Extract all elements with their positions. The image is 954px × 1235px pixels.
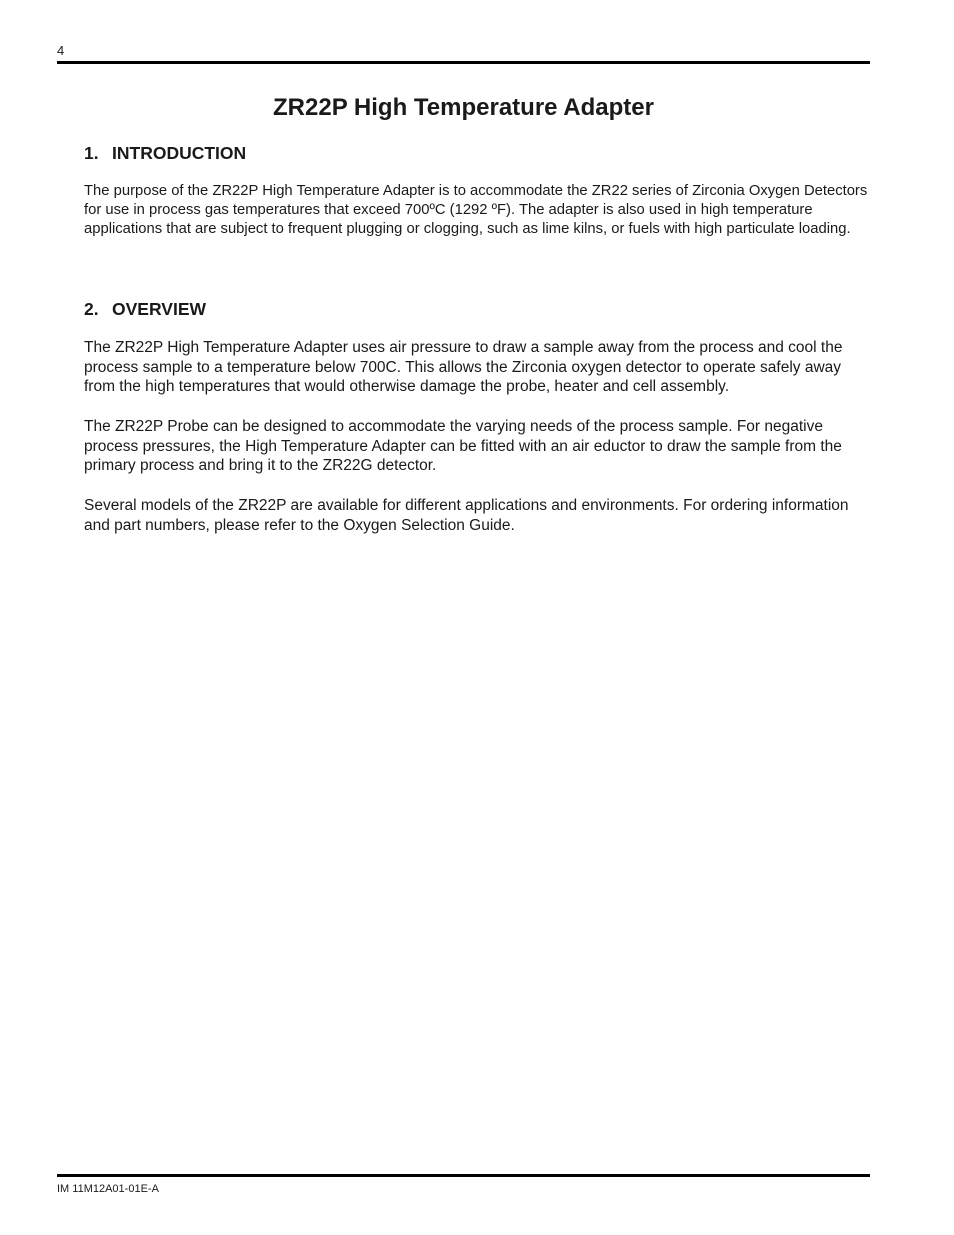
footer-rule (57, 1174, 870, 1177)
section-number: 2. (84, 299, 99, 319)
section-title: OVERVIEW (112, 299, 207, 319)
overview-paragraph-2: The ZR22P Probe can be designed to accommodate the varying needs of the process sample. For negative process pressures, the High Temperature Adapter can be fitted with an air eductor to draw the sample from the primary process and bring it to the ZR22G detector. (84, 418, 842, 474)
section-heading-introduction (84, 142, 246, 164)
page-title: ZR22P High Temperature Adapter (273, 94, 654, 121)
introduction-paragraph: The purpose of the ZR22P High Temperature Adapter is to accommodate the ZR22 series of Zirconia Oxygen Detectors for use in process gas temperatures that exceed 700ºC (1292 ºF). The adapter is also used in high temperature applications that are subject to frequent plugging or clogging, such as lime kilns, or fuels with high particulate loading. (84, 183, 868, 237)
section-heading-overview (84, 298, 206, 320)
overview-paragraph-1: The ZR22P High Temperature Adapter uses air pressure to draw a sample away from the process and cool the process sample to a temperature below 700C. This allows the Zirconia oxygen detector to operate safely away from the high temperatures that would otherwise damage the probe, heater and cell assembly. (84, 339, 843, 395)
page-number: 4 (57, 43, 65, 58)
overview-paragraph-3: Several models of the ZR22P are available for different applications and environments. For ordering information and part numbers, please refer to the Oxygen Selection Guide. (84, 497, 849, 534)
section-number: 1. (84, 143, 99, 163)
section-title: INTRODUCTION (112, 143, 247, 163)
header-rule (57, 61, 870, 64)
document-id: IM 11M12A01-01E-A (57, 1183, 159, 1195)
